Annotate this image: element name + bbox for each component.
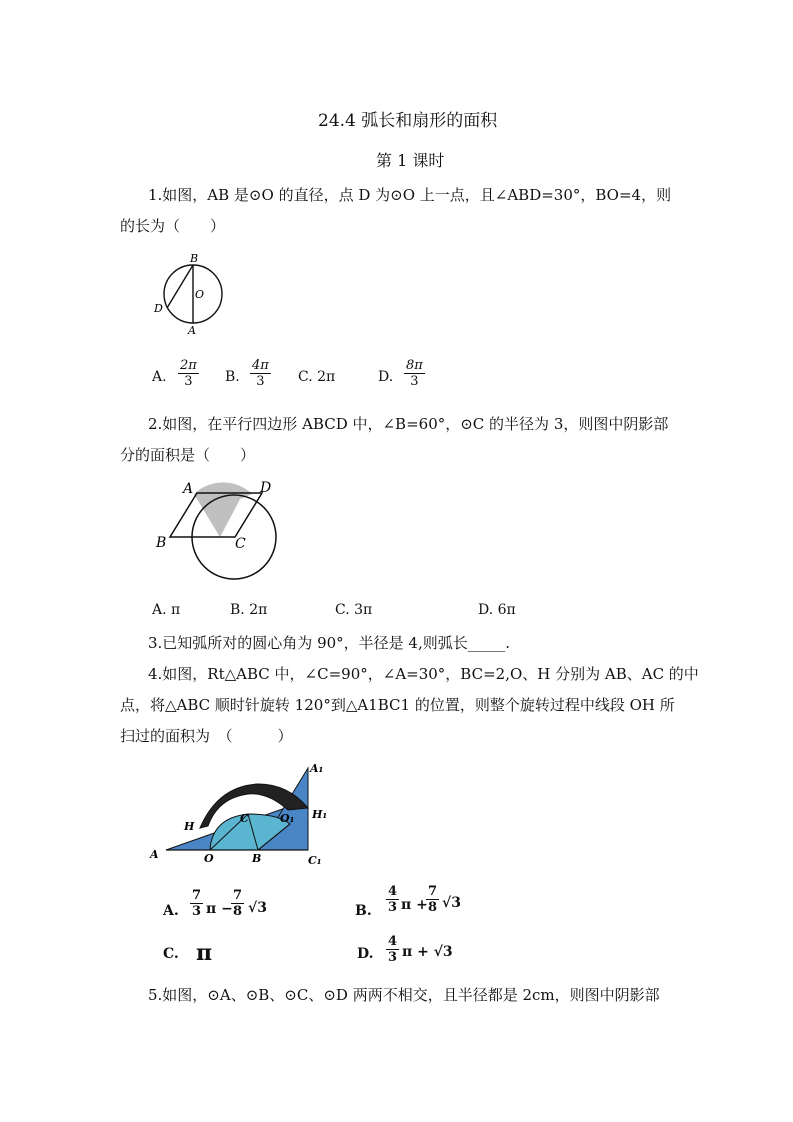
q1-option-b-value (250, 358, 271, 389)
q4-option-b-letter: B. (355, 903, 372, 919)
q1-option-b-letter: B. (225, 369, 240, 385)
q2-option-a: A. π (152, 602, 181, 618)
q4-option-b-n1: 4 (388, 884, 398, 899)
q4-option-d-frac1 (386, 934, 399, 965)
lesson-subtitle: 第 1 课时 (376, 151, 445, 170)
q1-option-c: C. 2π (298, 369, 336, 385)
q1-option-d-num: 8π (406, 358, 423, 373)
q1-text-line1: 1.如图，AB 是⊙O 的直径，点 D 为⊙O 上一点，且∠ABD=30°，BO=4，则 (148, 186, 672, 204)
q4-label-h1: H₁ (312, 808, 328, 821)
q4-option-a-d1: 3 (192, 904, 202, 919)
q1-option-b-num: 4π (252, 358, 269, 373)
q4-option-a-d2: 8 (233, 904, 243, 919)
q2-option-d: D. 6π (478, 602, 516, 618)
q4-option-a-n1: 7 (192, 888, 202, 903)
q1-label-a: A (188, 324, 196, 337)
q1-option-a-letter: A. (152, 369, 167, 385)
q1-text-line2: 的长为（ ） (120, 217, 226, 235)
q4-option-b-d1: 3 (388, 900, 398, 915)
q2-option-b: B. 2π (230, 602, 268, 618)
q2-label-d: D (260, 480, 272, 496)
q4-label-a1: A₁ (310, 762, 324, 775)
q1-option-d-value (404, 358, 425, 389)
q4-label-o1: O₁ (280, 812, 295, 825)
q4-option-b-frac1 (386, 884, 399, 915)
q4-text-line2: 点，将△ABC 顺时针旋转 120°到△A1BC1 的位置，则整个旋转过程中线段 OH 所 (120, 696, 675, 714)
q1-option-b-den: 3 (256, 374, 265, 389)
q1-option-d-letter: D. (378, 369, 394, 385)
q2-label-b: B (156, 535, 167, 551)
q1-chord-bd (167, 265, 193, 308)
q1-circle-diagram (150, 250, 230, 340)
q4-option-a-n2: 7 (233, 888, 243, 903)
q4-option-a-mid: π − (206, 901, 233, 917)
q4-option-c-letter: C. (163, 946, 179, 962)
q2-text-line2: 分的面积是（ ） (120, 446, 256, 464)
q2-text-line1: 2.如图，在平行四边形 ABCD 中，∠B=60°，⊙C 的半径为 3，则图中阴影部 (148, 415, 669, 433)
q4-text-line1: 4.如图，Rt△ABC 中，∠C=90°，∠A=30°，BC=2,O、H 分别为 AB、AC 的中 (148, 665, 699, 683)
q1-label-b: B (190, 252, 199, 265)
q4-label-a: A (150, 848, 159, 861)
q4-option-b-frac2 (426, 884, 439, 915)
q4-rotation-diagram (148, 758, 338, 870)
q4-text-line3: 扫过的面积为 （ ） (120, 727, 293, 745)
q4-option-b-d2: 8 (428, 900, 438, 915)
q1-option-a-value (178, 358, 199, 389)
q4-option-b-n2: 7 (428, 884, 438, 899)
q4-option-a-frac2 (231, 888, 244, 919)
q5-text-line1: 5.如图，⊙A、⊙B、⊙C、⊙D 两两不相交，且半径都是 2cm，则图中阴影部 (148, 986, 660, 1004)
q3-text: 3.已知弧所对的圆心角为 90°，半径是 4,则弧长_____. (148, 634, 511, 652)
q1-label-o: O (195, 288, 205, 301)
q2-parallelogram-diagram (150, 475, 290, 587)
q4-option-d-letter: D. (357, 946, 374, 962)
q2-label-c: C (235, 536, 246, 552)
q4-option-d-tail: π + √3 (402, 944, 453, 960)
q2-label-a: A (183, 481, 194, 497)
q4-option-c-value: π (196, 940, 213, 966)
q1-option-d-den: 3 (410, 374, 419, 389)
q4-label-h: H (184, 820, 195, 833)
q4-option-b-tail: √3 (442, 895, 461, 911)
q4-label-c: C (240, 812, 249, 825)
q4-option-a-frac1 (190, 888, 203, 919)
q1-label-d: D (154, 302, 163, 315)
q4-option-a-tail: √3 (248, 900, 267, 916)
q4-option-b-mid: π + (401, 897, 428, 913)
q1-option-a-den: 3 (184, 374, 193, 389)
q1-option-a-num: 2π (180, 358, 197, 373)
q4-label-c1: C₁ (308, 854, 322, 867)
q4-label-o: O (204, 852, 214, 865)
q4-option-d-n1: 4 (388, 934, 398, 949)
page-title: 24.4 弧长和扇形的面积 (318, 111, 498, 131)
q2-option-c: C. 3π (335, 602, 373, 618)
q4-option-a-letter: A. (163, 903, 179, 919)
q4-option-d-d1: 3 (388, 950, 398, 965)
q4-label-b: B (252, 852, 262, 865)
